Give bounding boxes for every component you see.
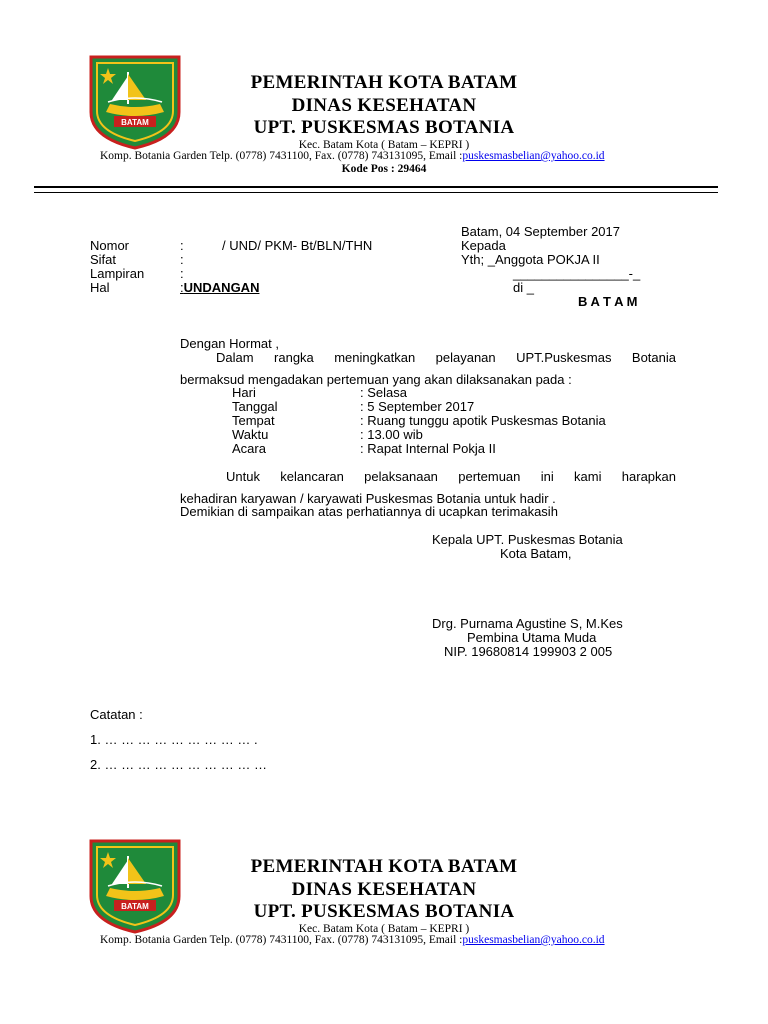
letterhead2-address1: Kec. Batam Kota ( Batam – KEPRI ) [298, 923, 470, 935]
letterhead-address1: Kec. Batam Kota ( Batam – KEPRI ) [298, 139, 470, 151]
hal-value [180, 280, 259, 295]
signature-title1: Kepala UPT. Puskesmas Botania [432, 532, 623, 547]
recipient-blank: ________________-_ [513, 266, 641, 281]
address-text: Komp. Botania Garden Telp. (0778) 7431100, Fax. (0778) 743131095, Email : [100, 150, 463, 162]
city-emblem-logo-2 [88, 838, 182, 934]
postal-code: Kode Pos : 29464 [341, 163, 427, 175]
letterhead-line3: UPT. PUSKESMAS BOTANIA [253, 117, 515, 138]
email-link[interactable]: puskesmasbelian@yahoo.co.id [462, 934, 605, 946]
letterhead-address2 [100, 150, 710, 162]
city-emblem-logo [88, 54, 182, 150]
nomor-colon: : [180, 238, 184, 253]
lampiran-colon: : [180, 266, 184, 281]
salutation: Dengan Hormat , [180, 336, 279, 351]
signature-nip: NIP. 19680814 199903 2 005 [444, 644, 613, 659]
recipient-yth: Yth; _Anggota POKJA II [461, 252, 600, 267]
logo-text: BATAM [121, 118, 149, 127]
detail-value: : 5 September 2017 [360, 399, 475, 414]
detail-label: Tanggal [232, 399, 278, 414]
detail-value: : Ruang tunggu apotik Puskesmas Botania [360, 413, 606, 428]
detail-label: Acara [232, 441, 266, 456]
letterhead2-line2: DINAS KESEHATAN [291, 879, 477, 900]
detail-value: : Selasa [360, 385, 407, 400]
notes-item1: 1. … … … … … … … … … . [90, 732, 258, 747]
detail-label: Waktu [232, 427, 269, 442]
header-rule-thin [34, 192, 718, 193]
letterhead-line2: DINAS KESEHATAN [291, 95, 477, 116]
header-rule-thick [34, 186, 718, 188]
para1-line2: bermaksud mengadakan pertemuan yang akan dilaksanakan pada : [180, 372, 572, 387]
para2-line2: kehadiran karyawan / karyawati Puskesmas Botania untuk hadir . [180, 491, 556, 506]
address-text: Komp. Botania Garden Telp. (0778) 7431100, Fax. (0778) 743131095, Email : [100, 934, 463, 946]
hal-undangan: UNDANGAN [183, 280, 260, 295]
para3: Demikian di sampaikan atas perhatiannya di ucapkan terimakasih [180, 504, 558, 519]
recipient-di: di _ [513, 280, 534, 295]
letterhead2-line3: UPT. PUSKESMAS BOTANIA [253, 901, 515, 922]
para1-line1: Dalam rangka meningkatkan pelayanan UPT.Puskesmas Botania [216, 350, 676, 365]
kepada-label: Kepada [461, 238, 506, 253]
para2-line1: Untuk kelancaran pelaksanaan pertemuan ini kami harapkan [226, 469, 676, 484]
email-link[interactable]: puskesmasbelian@yahoo.co.id [462, 150, 605, 162]
date-line: Batam, 04 September 2017 [461, 224, 620, 239]
detail-label: Tempat [232, 413, 275, 428]
signature-rank: Pembina Utama Muda [467, 630, 597, 645]
recipient-city: B A T A M [578, 294, 638, 309]
notes-item2: 2. … … … … … … … … … … [90, 757, 267, 772]
detail-value: : Rapat Internal Pokja II [360, 441, 496, 456]
signature-name: Drg. Purnama Agustine S, M.Kes [432, 616, 623, 631]
lampiran-label: Lampiran [90, 266, 145, 281]
sifat-colon: : [180, 252, 184, 267]
notes-label: Catatan : [90, 707, 143, 722]
letterhead2-line1: PEMERINTAH KOTA BATAM [250, 856, 518, 877]
detail-value: : 13.00 wib [360, 427, 423, 442]
nomor-value: / UND/ PKM- Bt/BLN/THN [222, 238, 373, 253]
sifat-label: Sifat [90, 252, 117, 267]
hal-label: Hal [90, 280, 110, 295]
letterhead2-address2 [100, 934, 710, 946]
logo-text: BATAM [121, 902, 149, 911]
letterhead-line1: PEMERINTAH KOTA BATAM [250, 72, 518, 93]
detail-label: Hari [232, 385, 256, 400]
nomor-label: Nomor [90, 238, 130, 253]
hal-colon: : [180, 280, 184, 295]
signature-title2: Kota Batam, [500, 546, 572, 561]
